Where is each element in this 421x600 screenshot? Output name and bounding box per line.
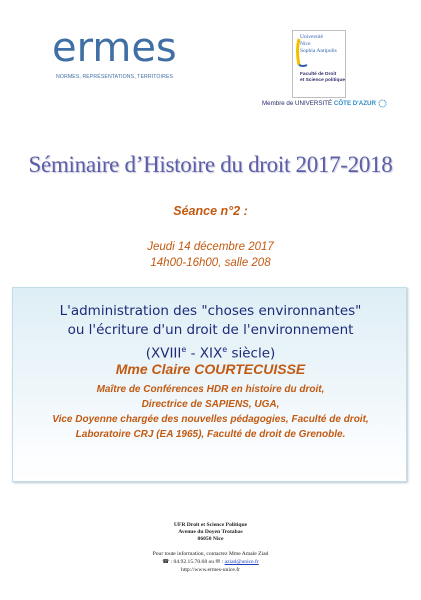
speaker-affiliation-2: Directrice de SAPIENS, UGA, — [141, 399, 280, 410]
footer-phone-email: ☎ : 04.92.15.70.68 ou ✉ : aziad@unice.fr — [162, 559, 259, 565]
talk-title-line-3: (XVIIIe - XIXe siècle) — [145, 345, 276, 362]
faculty-name: Faculté de Droit et Science politique — [300, 72, 346, 83]
talk-title-line-2: ou l'écriture d'un droit de l'environnement — [67, 322, 354, 338]
session-time-room: 14h00-16h00, salle 208 — [150, 257, 271, 269]
ermes-tagline: NORMES, REPRÉSENTATIONS, TERRITOIRES — [56, 74, 174, 80]
session-number: Séance n°2 : — [173, 204, 248, 218]
speaker-affiliation-1: Maître de Conférences HDR en histoire du droit, — [96, 384, 325, 395]
seminar-title: Séminaire d’Histoire du droit 2017-2018 — [28, 152, 393, 177]
university-name: Université Nice Sophia Antipolis — [300, 34, 337, 54]
footer-address-1: UFR Droit et Science Politique — [173, 522, 248, 528]
footer-address-2: Avenue du Doyen Trotabas — [178, 529, 243, 535]
speaker-name: Mme Claire COURTECUISSE — [115, 361, 306, 377]
ermes-logo: ermes — [52, 25, 177, 71]
footer-website — [0, 567, 421, 574]
uca-star-icon — [378, 99, 387, 108]
speaker-affiliation-3: Vice Doyenne chargée des nouvelles pédagogies, Faculté de droit, — [52, 414, 369, 425]
footer-address-3: 06050 Nice — [197, 536, 224, 542]
uca-membership: Membre de UNIVERSITÉ CÔTE D'AZUR — [262, 99, 387, 108]
footer-contact: Pour toute information, contactez Mme Amale Ziad — [152, 551, 269, 557]
speaker-affiliation-4: Laboratoire CRJ (EA 1965), Faculté de droit de Grenoble. — [75, 429, 346, 440]
website-link[interactable]: http://www.ermes-unice.fr — [181, 567, 240, 573]
talk-title-line-1: L'administration des "choses environnantes" — [59, 303, 362, 319]
email-link[interactable]: aziad@unice.fr — [224, 559, 259, 565]
session-date: Jeudi 14 décembre 2017 — [147, 241, 274, 253]
